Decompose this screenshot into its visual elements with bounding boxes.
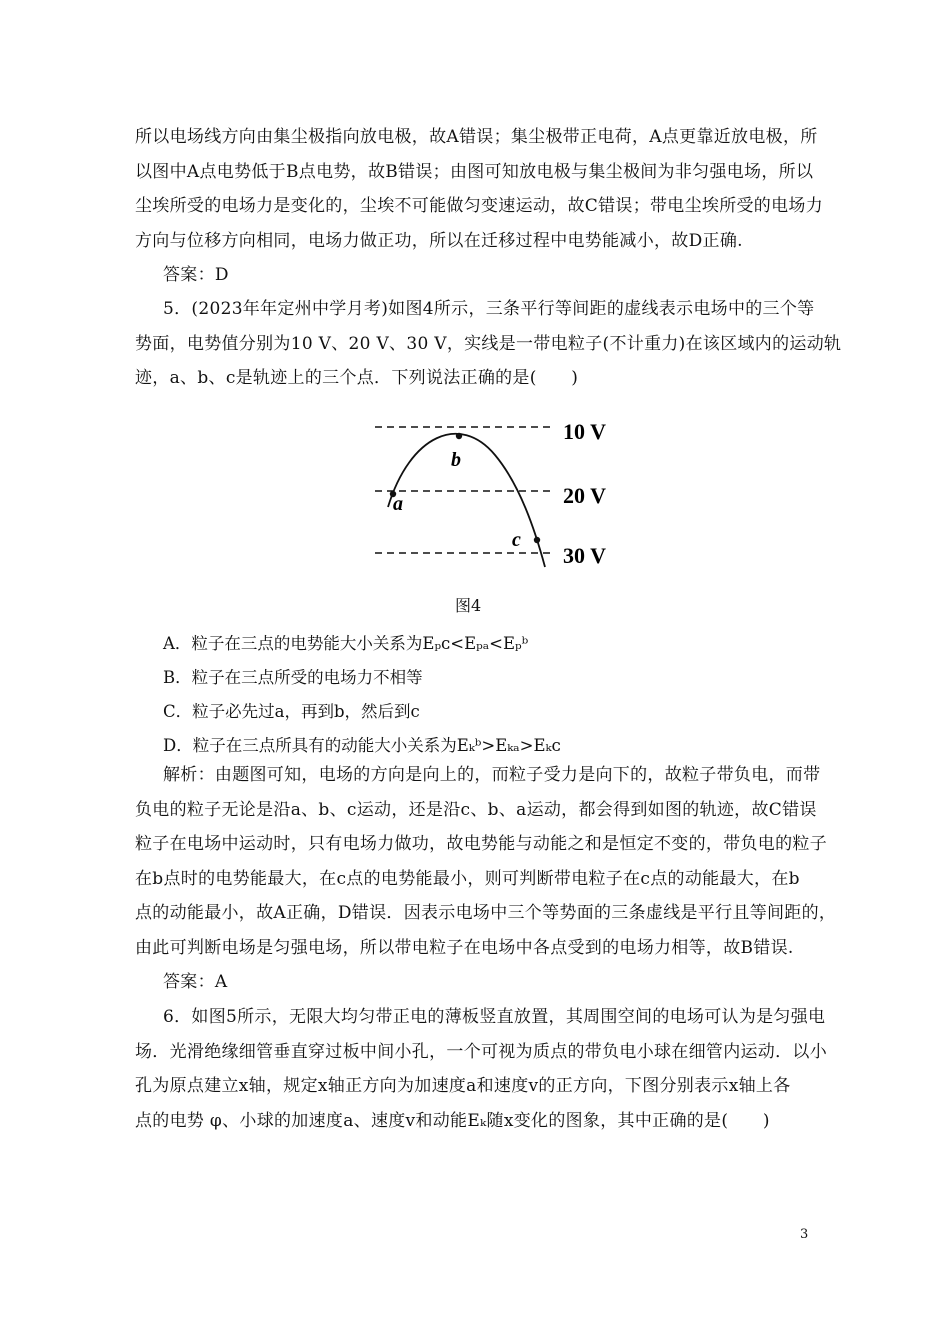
equipotential-label-10v: 10 V (563, 419, 606, 444)
option-a: A．粒子在三点的电势能大小关系为Eₚᴄ<Eₚₐ<Eₚᵇ (163, 634, 529, 653)
equipotential-label-20v: 20 V (563, 483, 606, 508)
option-b: B．粒子在三点所受的电场力不相等 (163, 668, 423, 687)
q6-line-2: 场．光滑绝缘细管垂直穿过板中间小孔，一个可视为质点的带负电小球在细管内运动．以小 (135, 1041, 827, 1062)
intro-line-4: 方向与位移方向相同，电场力做正功，所以在迁移过程中电势能减小，故D正确. (135, 230, 743, 251)
figure-4-caption: 图4 (455, 596, 482, 615)
page-number: 3 (800, 1227, 809, 1242)
analysis-line-4: 在b点时的电势能最大，在c点的电势能最小，则可判断带电粒子在c点的动能最大，在b (135, 868, 800, 889)
point-c-label: c (512, 529, 521, 551)
analysis-line-6: 由此可判断电场是匀强电场，所以带电粒子在电场中各点受到的电场力相等，故B错误. (135, 937, 794, 958)
option-c: C．粒子必先过a，再到b，然后到c (163, 702, 420, 721)
option-d: D．粒子在三点所具有的动能大小关系为Eₖᵇ>Eₖₐ>Eₖᴄ (163, 736, 561, 755)
point-c-marker (534, 537, 540, 543)
question5-answer: 答案：A (163, 972, 228, 992)
q6-line-4: 点的电势 φ、小球的加速度a、速度v和动能Eₖ随x变化的图象，其中正确的是( ) (135, 1110, 770, 1131)
q6-line-3: 孔为原点建立x轴，规定x轴正方向为加速度a和速度v的正方向，下图分别表示x轴上各 (135, 1076, 791, 1096)
analysis-line-3: 粒子在电场中运动时，只有电场力做功，故电势能与动能之和是恒定不变的，带负电的粒子 (135, 834, 827, 854)
point-b-marker (456, 433, 462, 439)
analysis-line-5: 点的动能最小，故A正确，D错误．因表示电场中三个等势面的三条虚线是平行且等间距的， (135, 903, 837, 923)
figure-4-diagram (365, 415, 655, 575)
intro-line-3: 尘埃所受的电场力是变化的，尘埃不可能做匀变速运动，故C错误；带电尘埃所受的电场力 (135, 196, 824, 216)
equipotential-label-30v: 30 V (563, 543, 606, 568)
question5-stem (135, 292, 842, 396)
particle-trajectory (388, 434, 545, 567)
intro-answer: 答案：D (163, 265, 229, 285)
q6-line-1: 6．如图5所示，无限大均匀带正电的薄板竖直放置，其周围空间的电场可认为是匀强电 (163, 1007, 826, 1027)
question6-stem (135, 1000, 825, 1138)
q5-line-2: 势面，电势值分别为10 V、20 V、30 V，实线是一带电粒子(不计重力)在该区域内的运动轨 (135, 333, 842, 354)
point-a-label: a (393, 493, 403, 515)
question5-analysis (135, 758, 837, 1000)
q5-line-3: 迹，a、b、c是轨迹上的三个点．下列说法正确的是( ) (135, 368, 579, 388)
point-b-label: b (451, 449, 461, 471)
intro-line-1: 所以电场线方向由集尘极指向放电极，故A错误；集尘极带正电荷，A点更靠近放电极，所 (135, 127, 818, 147)
analysis-line-2: 负电的粒子无论是沿a、b、c运动，还是沿c、b、a运动，都会得到如图的轨迹，故C错误 (135, 799, 817, 820)
q5-line-1: 5．(2023年年定州中学月考)如图4所示，三条平行等间距的虚线表示电场中的三个等 (163, 299, 815, 319)
intro-paragraph (135, 120, 825, 293)
analysis-line-1: 解析：由题图可知，电场的方向是向上的，而粒子受力是向下的，故粒子带负电，而带 (163, 765, 821, 785)
intro-line-2: 以图中A点电势低于B点电势，故B错误；由图可知放电极与集尘极间为非匀强电场，所以 (135, 161, 814, 182)
